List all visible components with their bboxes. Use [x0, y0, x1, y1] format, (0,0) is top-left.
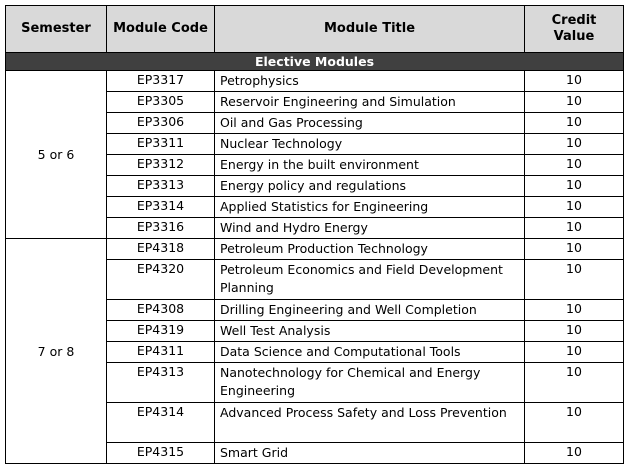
- module-code-cell: EP4308: [107, 300, 215, 321]
- module-title-cell: Smart Grid: [215, 443, 525, 464]
- module-code-cell: EP3305: [107, 92, 215, 113]
- credit-value-cell: 10: [525, 113, 624, 134]
- credit-value-cell: 10: [525, 239, 624, 260]
- credit-value-cell: 10: [525, 363, 624, 403]
- section-title: Elective Modules: [6, 53, 624, 71]
- module-code-cell: EP3317: [107, 71, 215, 92]
- module-title-cell: Nuclear Technology: [215, 134, 525, 155]
- module-code-cell: EP3311: [107, 134, 215, 155]
- module-title-cell: Data Science and Computational Tools: [215, 342, 525, 363]
- table-body: [6, 53, 624, 464]
- credit-value-cell: 10: [525, 92, 624, 113]
- modules-table: [5, 5, 624, 464]
- credit-value-cell: 10: [525, 155, 624, 176]
- module-code-header: Module Code: [107, 6, 215, 53]
- module-code-cell: EP3314: [107, 197, 215, 218]
- module-title-cell: Nanotechnology for Chemical and Energy Engineering: [215, 363, 525, 403]
- table-row: [6, 71, 624, 92]
- semester-cell: 7 or 8: [6, 239, 107, 464]
- credit-value-cell: 10: [525, 218, 624, 239]
- module-code-cell: EP4320: [107, 260, 215, 300]
- credit-value-header: [525, 6, 624, 53]
- credit-header-line2: Value: [553, 29, 595, 44]
- credit-value-cell: 10: [525, 403, 624, 443]
- module-code-cell: EP4314: [107, 403, 215, 443]
- credit-value-cell: 10: [525, 321, 624, 342]
- credit-value-cell: 10: [525, 342, 624, 363]
- module-title-cell: Oil and Gas Processing: [215, 113, 525, 134]
- module-title-cell: Reservoir Engineering and Simulation: [215, 92, 525, 113]
- module-code-cell: EP3316: [107, 218, 215, 239]
- header-row: [6, 6, 624, 53]
- module-code-cell: EP4313: [107, 363, 215, 403]
- module-title-cell: Wind and Hydro Energy: [215, 218, 525, 239]
- module-title-cell: Drilling Engineering and Well Completion: [215, 300, 525, 321]
- module-title-cell: Petrophysics: [215, 71, 525, 92]
- credit-value-cell: 10: [525, 197, 624, 218]
- credit-value-cell: 10: [525, 71, 624, 92]
- module-title-cell: Advanced Process Safety and Loss Prevention: [215, 403, 525, 443]
- semester-header: Semester: [6, 6, 107, 53]
- credit-value-cell: 10: [525, 443, 624, 464]
- credit-value-cell: 10: [525, 134, 624, 155]
- module-title-cell: Energy in the built environment: [215, 155, 525, 176]
- module-title-header: Module Title: [215, 6, 525, 53]
- credit-value-cell: 10: [525, 260, 624, 300]
- module-title-cell: Energy policy and regulations: [215, 176, 525, 197]
- module-code-cell: EP4319: [107, 321, 215, 342]
- module-code-cell: EP3313: [107, 176, 215, 197]
- credit-value-cell: 10: [525, 176, 624, 197]
- semester-cell: 5 or 6: [6, 71, 107, 239]
- credit-header-line1: Credit: [551, 13, 597, 28]
- modules-table-container: [5, 5, 624, 464]
- module-title-cell: Applied Statistics for Engineering: [215, 197, 525, 218]
- module-title-cell: Well Test Analysis: [215, 321, 525, 342]
- module-title-cell: Petroleum Production Technology: [215, 239, 525, 260]
- module-code-cell: EP3312: [107, 155, 215, 176]
- section-row: [6, 53, 624, 71]
- module-code-cell: EP4311: [107, 342, 215, 363]
- credit-value-cell: 10: [525, 300, 624, 321]
- module-code-cell: EP3306: [107, 113, 215, 134]
- module-code-cell: EP4315: [107, 443, 215, 464]
- module-code-cell: EP4318: [107, 239, 215, 260]
- table-row: [6, 239, 624, 260]
- module-title-cell: Petroleum Economics and Field Development Planning: [215, 260, 525, 300]
